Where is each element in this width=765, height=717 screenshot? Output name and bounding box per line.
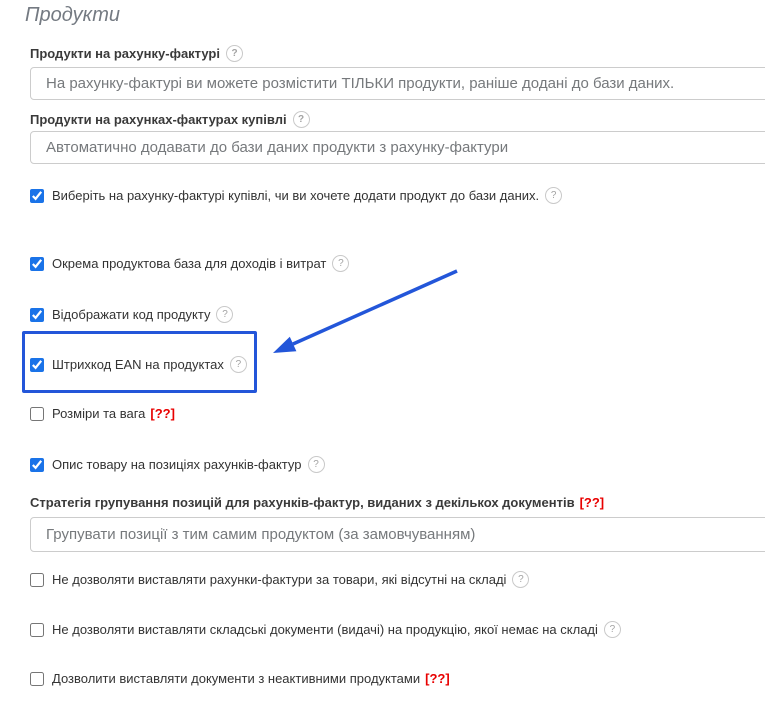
product-description-checkbox[interactable]: [30, 458, 44, 472]
help-icon[interactable]: ?: [545, 187, 562, 204]
checkbox-row-forbid-invoices-out-of-stock: [30, 571, 529, 588]
products-on-invoice-select[interactable]: [30, 67, 765, 100]
checkbox-label[interactable]: Не дозволяти виставляти рахунки-фактури за товари, які відсутні на складі: [52, 572, 507, 587]
dimensions-weight-checkbox[interactable]: [30, 407, 44, 421]
checkbox-label[interactable]: Штрихкод EAN на продуктах: [52, 357, 224, 372]
help-icon[interactable]: ?: [604, 621, 621, 638]
checkbox-label[interactable]: Розміри та вага: [52, 406, 146, 421]
checkbox-label[interactable]: Дозволити виставляти документи з неактивними продуктами: [52, 671, 421, 686]
checkbox-row-dimensions-weight: [30, 406, 175, 421]
field-label-grouping-strategy: [30, 495, 604, 510]
help-icon[interactable]: ?: [226, 45, 243, 62]
checkbox-row-product-description: [30, 456, 325, 473]
checkbox-row-ean-barcode: [30, 356, 247, 373]
help-icon[interactable]: ?: [293, 111, 310, 128]
ean-barcode-checkbox[interactable]: [30, 358, 44, 372]
checkbox-row-allow-inactive-products: [30, 671, 450, 686]
separate-product-base-checkbox[interactable]: [30, 257, 44, 271]
page-title: Продукти: [25, 4, 121, 26]
unknown-badge: [??]: [579, 495, 605, 510]
help-icon[interactable]: ?: [230, 356, 247, 373]
checkbox-label[interactable]: Окрема продуктова база для доходів і витрат: [52, 256, 327, 271]
help-icon[interactable]: ?: [308, 456, 325, 473]
checkbox-label[interactable]: Не дозволяти виставляти складські документи (видачі) на продукцію, якої немає на складі: [52, 622, 598, 637]
checkbox-label[interactable]: Опис товару на позиціях рахунків-фактур: [52, 457, 302, 472]
unknown-badge: [??]: [150, 406, 175, 421]
select-value: На рахунку-фактурі ви можете розмістити ТІЛЬКИ продукти, раніше додані до бази даних.: [46, 75, 675, 92]
checkbox-label[interactable]: Відображати код продукту: [52, 307, 211, 322]
allow-inactive-products-checkbox[interactable]: [30, 672, 44, 686]
field-label-text: Продукти на рахунку-фактурі: [30, 46, 220, 61]
forbid-invoices-out-of-stock-checkbox[interactable]: [30, 573, 44, 587]
help-icon[interactable]: ?: [216, 306, 233, 323]
unknown-badge: [??]: [425, 671, 450, 686]
checkbox-label[interactable]: Виберіть на рахунку-фактурі купівлі, чи ви хочете додати продукт до бази даних.: [52, 188, 540, 203]
grouping-strategy-select[interactable]: [30, 517, 765, 552]
field-label-text: Продукти на рахунках-фактурах купівлі: [30, 112, 287, 127]
select-value: Автоматично додавати до бази даних продукти з рахунку-фактури: [46, 139, 509, 156]
field-label-products-on-purchase-invoices: [30, 111, 310, 128]
annotation-arrow-icon: [262, 258, 467, 368]
help-icon[interactable]: ?: [332, 255, 349, 272]
show-product-code-checkbox[interactable]: [30, 308, 44, 322]
checkbox-row-show-product-code: [30, 306, 233, 323]
add-product-choice-checkbox[interactable]: [30, 189, 44, 203]
checkbox-row-forbid-warehouse-docs-out-of-stock: [30, 621, 621, 638]
checkbox-row-add-product-choice: [30, 187, 562, 204]
field-label-text: Стратегія групування позицій для рахунків-фактур, виданих з декількох документів: [30, 495, 575, 510]
forbid-warehouse-docs-checkbox[interactable]: [30, 623, 44, 637]
select-value: Групувати позиції з тим самим продуктом (за замовчуванням): [46, 526, 476, 543]
help-icon[interactable]: ?: [512, 571, 529, 588]
checkbox-row-separate-product-base: [30, 255, 349, 272]
products-on-purchase-invoices-select[interactable]: [30, 131, 765, 164]
field-label-products-on-invoice: [30, 45, 243, 62]
